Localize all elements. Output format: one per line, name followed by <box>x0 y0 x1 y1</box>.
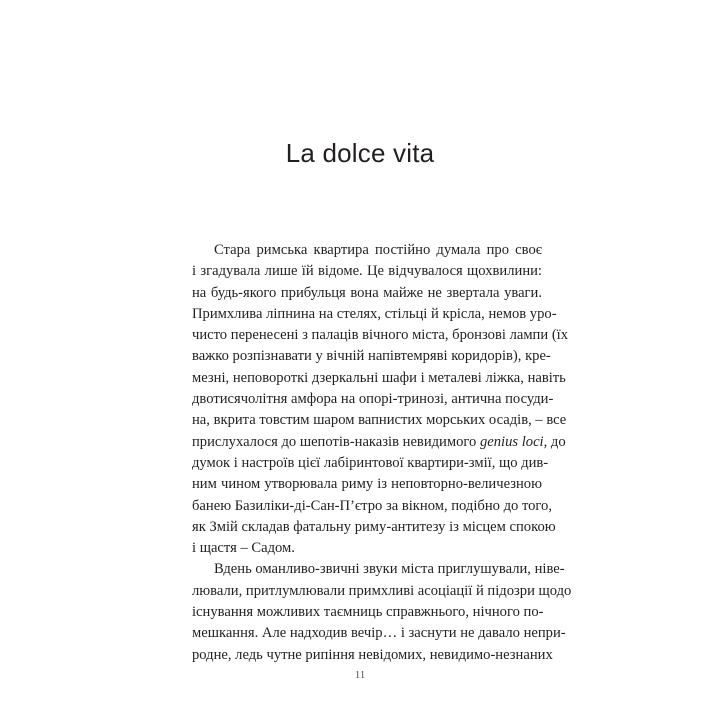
text-line: як Змій складав фатальну риму-антитезу із місцем спокою <box>192 518 556 535</box>
text-line: ним чином утворювала риму із неповторно-величезною <box>192 476 542 493</box>
text-line: лювали, притлумлювали примхливі асоціації й підозри щодо <box>192 582 572 599</box>
text-line: на, вкрита товстим шаром вапнистих морських осадів, – все <box>192 412 567 429</box>
text-line: чисто перенесені з палаців вічного міста, бронзові лампи (їх <box>192 327 569 344</box>
italic-latin-phrase: genius loci <box>479 433 544 450</box>
text-line <box>192 432 566 453</box>
text-line: важко розпізнавати у вічній напівтемряві коридорів), кре- <box>192 348 551 365</box>
text-line: мешкання. Але надходив вечір… і заснути не давало непри- <box>192 625 566 642</box>
text-line: на будь-якого прибульця вона майже не звертала уваги. <box>192 284 542 301</box>
text-line: Примхлива ліпнина на стелях, стільці й крісла, немов уро- <box>192 305 557 322</box>
paragraph-2 <box>192 559 572 665</box>
text-segment: прислухалося до шепотів-наказів невидимого <box>192 433 480 450</box>
page-number: 11 <box>354 669 366 681</box>
text-line: двотисячолітня амфора на опорі-тринозі, антична посуди- <box>192 391 554 408</box>
text-line: мезні, неповороткі дзеркальні шафи і металеві ліжка, навіть <box>192 369 566 386</box>
text-line: існування можливих таємниць справжнього, нічного по- <box>192 604 544 621</box>
text-line: і згадувала лише їй відоме. Це відчувалося щохвилини: <box>192 263 542 280</box>
text-line: Вдень оманливо-звичні звуки міста приглушували, ніве- <box>214 561 565 578</box>
text-line: і щастя – Садом. <box>192 540 295 557</box>
paragraph-1 <box>192 240 569 559</box>
chapter-title: La dolce vita <box>285 138 435 168</box>
text-line: родне, ледь чутне рипіння невідомих, невидимо-незнаних <box>192 646 553 663</box>
text-line: Стара римська квартира постійно думала про своє <box>214 242 542 258</box>
body-text <box>192 240 572 666</box>
text-segment: , до <box>543 433 566 450</box>
text-line: банею Базиліки-ді-Сан-П’єтро за вікном, подібно до того, <box>192 497 553 514</box>
text-line: думок і настроїв цієї лабіринтової квартири-змії, що див- <box>192 454 549 471</box>
